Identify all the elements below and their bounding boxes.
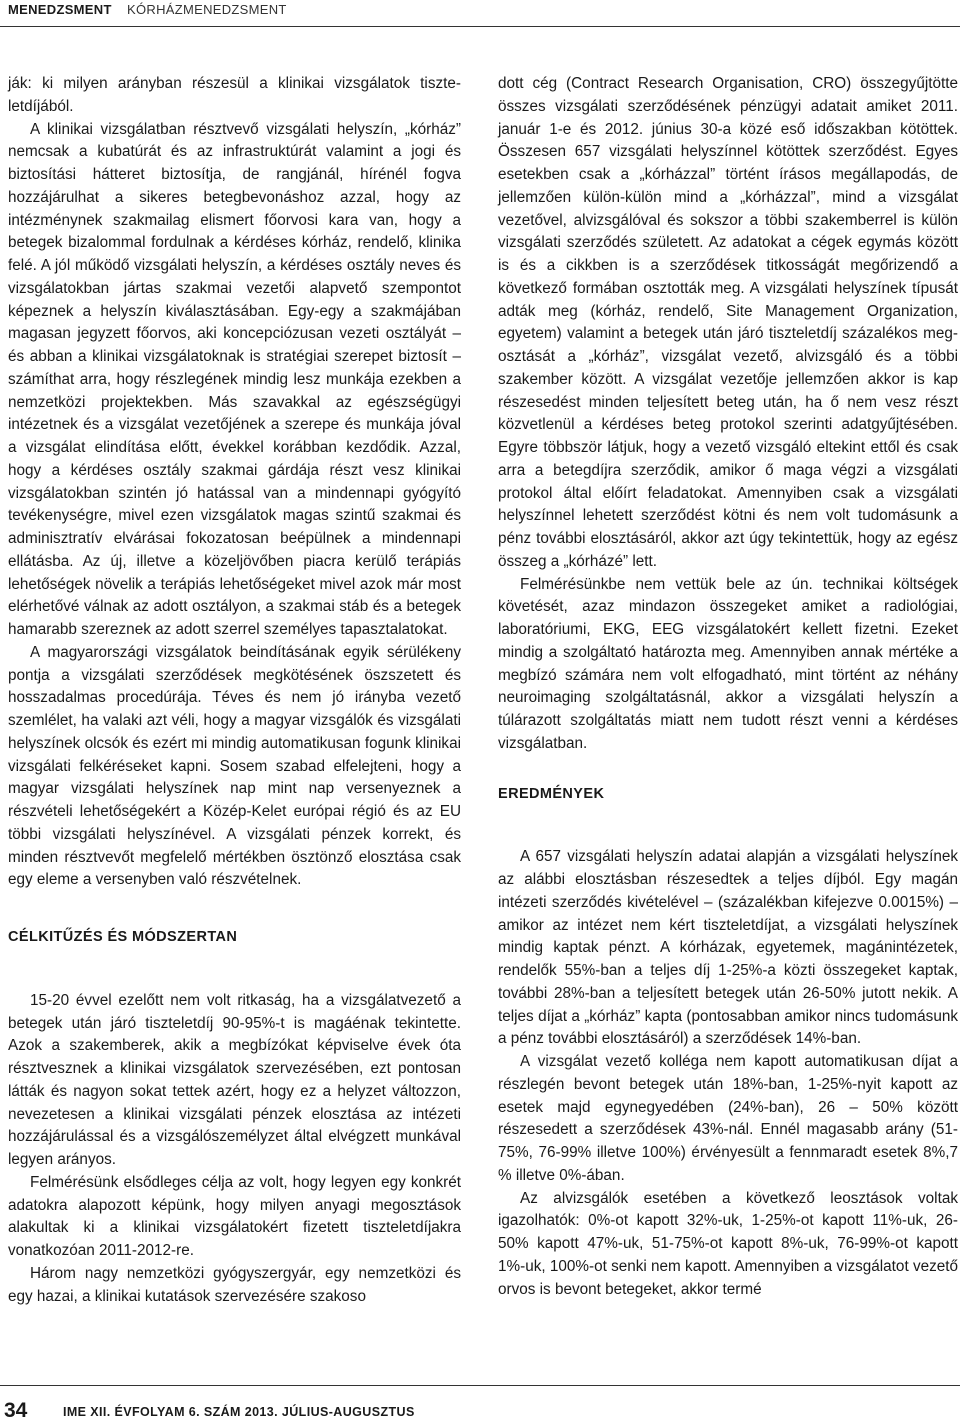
left-column [8, 73, 461, 1308]
left-paragraph-3: A magyarországi vizsgálatok beindításának egyik sérülékeny pontja a vizsgálati szerződések megkötésének öszszetett és hosszadalmas procedúrája. Téves és nem jó irányba vezető szemlélet, ha valaki azt véli, hogy a magyar vizsgálók és vizsgálati helyszínek olcsók és ezért mi mindig automatikusan fogunk klinikai vizsgálati felkéréseket kapni. Sosem szabad elfelejteni, hogy a magyar vizsgálati helyszínek nap mint nap versenyeznek a részvételi lehetőségekért a Közép-Kelet európai régió és az EU többi vizsgálati helyszínével. A vizsgálati pénzek korrekt, és minden résztvevőt megfelelő mértékben ösztönző elosztása csak egy eleme a versenyben való részvételnek. [8, 643, 461, 889]
right-paragraph-5: Az alvizsgálók esetében a következő leosztások voltak igazolhatók: 0%-ot kapott 32%-uk, 1-25%-ot kapott 11%-uk, 26-50% kapott 47%-uk, 51-75%-ot kapott 8%-uk, 76-99%-ot kapott 1%-uk, 100%-ot senki nem kapott. Amennyiben a vizsgálatot vezető orvos is bevont betegeket, akkor termé [498, 1189, 959, 1298]
page-footer [0, 1385, 960, 1423]
page-number: 34 [4, 1399, 28, 1422]
right-paragraph-2: Felmérésünkbe nem vettük bele az ún. technikai költségek követését, azaz mindazon összegeket amiket a radiológiai, laboratóriumi, EKG, EEG vizsgálatokért kellett fizetni. Ezeket mindig a szolgáltató határozta meg. Amennyiben annak mértéke a megbízó számára nem volt elfogadható, mint történt az néhány neuroimaging szolgáltatásnál, akkor a vizsgálati helyszín a túlárazott szolgáltatás miatt nem tudott részt venni a kérdéses vizsgálatban. [498, 575, 958, 752]
left-paragraph-6: Három nagy nemzetközi gyógyszergyár, egy nemzetközi és egy hazai, a klinikai kutatások szervezésére szakoso [8, 1264, 461, 1305]
subsection-title: KÓRHÁZMENEDZSMENT [127, 2, 287, 17]
section-title: MENEDZSMENT [8, 2, 112, 17]
spacer [498, 756, 958, 783]
right-paragraph-3: A 657 vizsgálati helyszín adatai alapján a vizsgálati helyszínek az alábbi elosztásban részesedtek a teljes díjból. Egy magán intézeti szerződés kivételével – (százalékban kifejezve 0.0015%) – amikor az intézet nem kért tiszteletdíjat, a vizsgálati helyszínek mindig kaptak pénzt. A kórházak, egyetemek, magánintézetek, rendelők 55%-ban a teljes díj 1-25%-a közti összegeket kaptak, további 28%-ban a teljesített betegek után 26-50% jutott nekik. A teljes díjat a „kórház” kapta (pontosabban amikor nincs tudomásunk a pénz további elosztásáról) a szerződések 14%-ban. [498, 848, 958, 1048]
right-paragraph-1: dott cég (Contract Research Organisation, CRO) összegyűjtötte összes vizsgálati szerződésének pénzügyi adatait amiket 2011. január 1-e és 2012. június 30-a közé eső időszakban kötöttek. Összesen 657 vizsgálati helyszínnel kötöttek szerződést. Egyes esetekben csak a „kórházzal” történt írásos megállapodás, de jellemzően külön-külön mind a „kórházzal”, mind a vizsgálat vezetővel, alvizsgálóval és sokszor a többi szakemberrel is külön vizsgálati szerződés született. Az adatokat a cégek egymás között is és a cikkben is a szerződések titkosságát megőrizendő a következő formában osztották meg. A vizsgálati helyszínek típusát adták meg (kórház, rendelő, Site Management Organization, egyetem) valamint a betegek után járó tiszteletdíj százalékos megosztását a „kórház”, vizsgálat vezető, alvizsgáló és a többi szakember között. A vizsgálat vezetője jellemzően akkor is kap részesedést minden teljesített beteg után, ha ő nem vesz részt közvetlenül a kérdéses beteg protokol szerinti adatgyűjtésében. Egyre többször látjuk, hogy a vezető vizsgáló eltekint ettől és csak arra a betegdíjra szerződik, amikor ő maga végzi a vizsgálati protokol által előírt feladatokat. Amennyiben csak a vizsgálati helyszínnel lehetett szerződést kötni és nem volt tudomásunk a pénz további elosztásáról, akkor azt úgy tekintettük, hogy az egész összeg a „kórházé” lett. [498, 75, 958, 570]
left-paragraph-1: ják: ki milyen arányban részesül a klinikai vizsgálatok tiszteletdíjából. [8, 75, 461, 115]
footer-rule [0, 1385, 960, 1386]
section-heading-methods: CÉLKITŰZÉS ÉS MÓDSZERTAN [8, 929, 238, 945]
journal-info: IME XII. ÉVFOLYAM 6. SZÁM 2013. JÚLIUS-AUGUSZTUS [63, 1405, 415, 1419]
left-paragraph-5: Felmérésünk elsődleges célja az volt, hogy legyen egy konkrét adatokra alapozott képünk, hogy milyen anyagi megosztások alakultak ki a klinikai vizsgálatokért fizetett tiszteletdíjakra vonatkozóan 2011-2012-re. [8, 1173, 461, 1259]
spacer [498, 805, 958, 846]
header-rule [0, 26, 960, 27]
spacer [8, 949, 461, 990]
right-column [498, 73, 958, 1301]
section-heading-results: EREDMÉNYEK [498, 785, 605, 802]
spacer [8, 892, 461, 926]
left-paragraph-2: A klinikai vizsgálatban résztvevő vizsgálati helyszín, „kórház” nemcsak a kubatúrát és az infrastruktúrát valamint a jogi és biztosítási hátteret biztosítja, de rangjánál, hírénél fogva hozzájárulhat a sikeres betegbevonáshoz azzal, hogy az intézménynek szakmailag elismert főorvosi kara van, hogy a betegek bizalommal fordulnak a kérdéses kórház, rendelő, klinika felé. A jól működő vizsgálati helyszín, a kérdéses osztály neves és vizsgálatokban jártas szakmai vezetői alapvető szempontot képeznek a helyszín kiválasztásában. Egy-egy a szakmájában magasan jegyzett főorvos, aki koncepciózusan vezeti osztályát – és abban a klinikai vizsgálatoknak is stratégiai szerepet biztosít – számíthat arra, hogy részlegének mindig lesz munkája ezekben a nemzetközi projektekben. Más szavakkal az egészségügyi intézetnek és a vizsgálat vezetőjének a szerepe és munkája jóval a vizsgálat elindítása előtt, évekkel korábban kezdődik. Azzal, hogy a kérdéses osztály szakmai gárdája részt vesz klinikai vizsgálatokban szintén jó hatással van a mindennapi gyógyító tevékenységre, mivel ezen vizsgálatok magas szintű szakmai és adminisztratív elvárásai fokozatosan beépülnek a mindennapi ellátásba. Az új, illetve a közeljövőben piacra kerülő terápiás lehetőségek növelik a terápiás lehetőségeket mivel azok már most elérhetővé válnak az adott osztályon, a szakmai stáb és a betegek hamarabb szereznek az adott szerrel személyes tapasztalatokat. [8, 120, 461, 638]
right-paragraph-4: A vizsgálat vezető kollégа nem kapott automatikusan díjat a részlegén bevont betegek után 18%-ban, 1-25%-nyit kapott az esetek majd egynegyedében (24%-ban), 26 – 50% között részesedett a szerződések 43%-nál. Ennél magasabb arány (51-75%, 76-99% illetve 100%) érvényesült a fennmaradt esetek 8%,7 % illetve 0%-ában. [498, 1053, 958, 1184]
running-header [0, 0, 960, 20]
left-paragraph-4: 15-20 évvel ezelőtt nem volt ritkaság, ha a vizsgálatvezető a betegek után járó tiszteletdíj 90-95%-t is magáénak tekintette. Azok a szakemberek, akik a megbízókat képviselve évek óta résztvesznek a klinikai vizsgálatok szervezésében, ezt pontosan látták és nagyon sokat tettek azért, hogy ez a helyzet változzon, nevezetesen a klinikai vizsgálati pénzek elosztása az intézeti hozzájárulással és a vizsgálószemélyzet által elvégzett munkával legyen arányos. [8, 991, 461, 1168]
